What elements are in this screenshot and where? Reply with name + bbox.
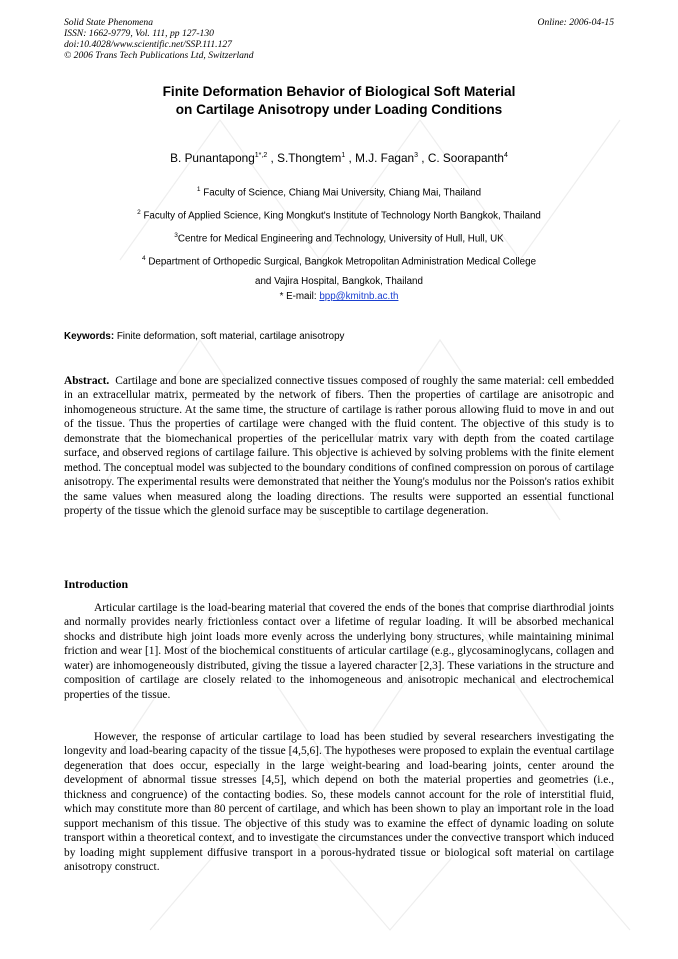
affiliation: $^2$ Faculty of Applied Science, King Mongkut's Institute of Technology North Bangkok, Thailand	[137, 209, 541, 222]
email-label: * E-mail:	[279, 291, 317, 302]
abstract-text: Cartilage and bone are specialized connective tissues composed of roughly the same material: cell embedded in an extracellular matrix, permeated by the network of fibers. Then the properties of cartilage are anisotropic and inhomogeneous structure. At the same time, the structure of cartilage is rather porous allowing fluid to move in and out of the tissue. Thus the properties of cartilage were changed with the fluid content. The objective of this study is to demonstrate that the biomechanical properties of the pericellular matrix vary with depth from the coated cartilage surface, and observed regions of cartilage failure. This objective is achieved by solving problems with the finite element method. The conceptual model was subjected to the boundary conditions of confined compression on porous of cartilage anisotropy. The experimental results were demonstrated that neither the Young's modulus nor the Poisson's ratios exhibit the same values when measured along the loading directions. The results were supported an essential functional property of the tissue which the glenoid surface may be susceptible to cartilage degeneration.	[64, 375, 614, 518]
doi-line: doi:10.4028/www.scientific.net/SSP.111.127	[64, 39, 232, 50]
copyright-line: © 2006 Trans Tech Publications Ltd, Switzerland	[64, 50, 254, 61]
keywords-label: Keywords:	[64, 331, 115, 342]
introduction-paragraph-1: Articular cartilage is the load-bearing material that covered the ends of the bones that comprise diarthrodial joints and normally provides nearly frictionless contact over a lifetime of regular loading. It will be absorbed mechanical shocks and distribute high joint loads more evenly across the underlying bony structures, while maintaining minimal friction and wear [1]. Most of the biochemical constituents of articular cartilage (e.g., glycosaminoglycans, collagen and water) are inhomogeneously distributed, giving the tissue a layered character [2,3]. These variations in the structure and composition of cartilage are closely related to the inhomogeneous and anisotropic mechanical and electrochemical properties of the tissue.	[64, 602, 614, 701]
affiliation: $^3$Centre for Medical Engineering and Technology, University of Hull, Hull, UK	[174, 232, 504, 245]
author-name: C. Soorapanth	[427, 150, 504, 165]
author-list: B. Punantapong$^{1*,2}$ , S.Thongtem$^1$ , M.J. Fagan$^3$ , C. Soorapanth$^4$	[170, 150, 508, 165]
journal-name: Solid State Phenomena	[64, 17, 153, 28]
author-name: S.Thongtem	[277, 150, 342, 165]
title-line-1: Finite Deformation Behavior of Biological Soft Material	[162, 84, 516, 99]
issn-line: ISSN: 1662-9779, Vol. 111, pp 127-130	[64, 28, 214, 39]
email-link[interactable]: bpp@kmitnb.ac.th	[319, 291, 399, 302]
author-affiliation-mark: 4	[503, 152, 508, 159]
affiliation-list	[64, 180, 614, 292]
author-affiliation-mark: 1*,2	[254, 152, 268, 159]
contact-email	[64, 290, 614, 304]
keywords-text: Finite deformation, soft material, cartilage anisotropy	[116, 331, 345, 342]
author-name: B. Punantapong	[170, 150, 255, 165]
abstract	[64, 374, 614, 519]
keywords	[64, 330, 344, 344]
introduction-paragraph-2: However, the response of articular cartilage to load has been studied by several researchers investigating the longevity and load-bearing capacity of the tissue [4,5,6]. The hypotheses were proposed to explain the eventual cartilage degeneration that does occur, especially in the large weight-bearing and load-bearing joints, center around the development of abnormal tissue stresses [4,5], which depend on both the material properties and geometries (i.e., thickness and congruence) of the contacting bodies. So, these models cannot account for the role of interstitial fluid, which may constitute more than 80 percent of cartilage, and which has been shown to play an important role in the load support mechanism of this tissue. The objective of this study was to examine the effect of dynamic loading on solute transport within a theoretical context, and to investigate the circumstances under the convective transport which induced by loading might supplement diffusive transport in a porous-hydrated tissue or biological soft material on cartilage anisotropy construct.	[64, 731, 614, 874]
journal-header	[64, 17, 254, 61]
affiliation: $^4$ Department of Orthopedic Surgical, Bangkok Metropolitan Administration Medical College	[141, 255, 537, 268]
author-name: M.J. Fagan	[355, 150, 415, 165]
author-affiliation-mark: 3	[414, 152, 419, 159]
paper-title	[64, 83, 614, 119]
online-date: Online: 2006-04-15	[537, 17, 614, 28]
introduction-heading: Introduction	[64, 577, 129, 591]
author-affiliation-mark: 1	[341, 152, 346, 159]
title-line-2: on Cartilage Anisotropy under Loading Conditions	[175, 102, 503, 117]
affiliation: and Vajira Hospital, Bangkok, Thailand	[255, 276, 423, 288]
affiliation: $^1$ Faculty of Science, Chiang Mai University, Chiang Mai, Thailand	[196, 186, 482, 199]
abstract-label: Abstract.	[64, 375, 110, 387]
